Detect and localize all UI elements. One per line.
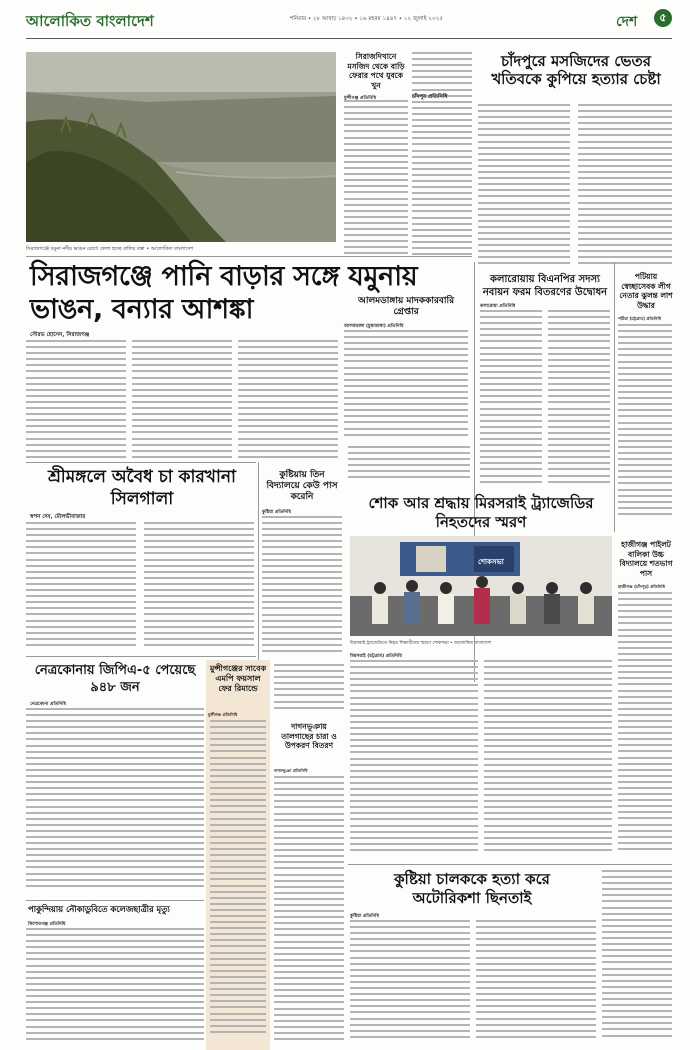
story-mirsarai-body-col2 [484, 660, 612, 860]
story-chandpur-headline: চাঁদপুরে মসজিদের ভেতর খতিবকে কুপিয়ে হত্যার চেষ্টা [491, 52, 661, 88]
story-sirajganj-byline: সৌরভ হোসেন, সিরাজগঞ্জ [30, 332, 90, 338]
story-sreemangal-body-col2 [144, 522, 254, 650]
story-pakundia-body [26, 928, 204, 1044]
story-autorickshaw-body-col2 [476, 920, 596, 1044]
story-sirajganj-headline: সিরাজগঞ্জে পানি বাড়ার সঙ্গে যমুনায় ভাঙন, বন্যার আশঙ্কা [30, 261, 418, 325]
story-munshiganj-headline: মুন্সীগঞ্জের সাবেক এমপি ফয়সাল ফের রিমান্ডে [209, 664, 267, 693]
story-patiya-body [618, 324, 672, 524]
story-sirajdikhan-headline: সিরাজদিখানে মসজিদ থেকে বাড়ি ফেরার পথে যুবকে খুন [347, 52, 405, 90]
story-sreemangal-byline: স্বপন দেব, মৌলভীবাজার [30, 514, 86, 520]
story-netrokona-body [26, 708, 204, 894]
story-sirajganj-body-col2 [132, 340, 232, 462]
divider-h5 [26, 900, 204, 901]
story-munshiganj-body [210, 720, 266, 1040]
story-kolaroa-byline: কলারোয়া প্রতিনিধি [480, 304, 516, 309]
story-autorickshaw-headline: কুষ্টিয়া চালককে হত্যা করে অটোরিকশা ছিনতাই [394, 870, 550, 907]
story-pakundia-headline: পাকুন্দিয়ায় নৌকাডুবিতে কলেজছাত্রীর মৃত্যু [28, 904, 170, 914]
river-erosion-photo [26, 52, 336, 242]
divider-h2 [26, 462, 256, 463]
story-sirajdikhan [344, 52, 408, 102]
page-number-badge [654, 9, 672, 27]
story-munshiganj-byline: মুন্সীগঞ্জ প্রতিনিধি [208, 712, 238, 717]
divider-v3 [258, 462, 259, 662]
story-dagonbhuiyan-byline: দাগনভূঞা প্রতিনিধি [274, 768, 308, 773]
mirsarai-banner-text: শোকসভা [478, 558, 504, 566]
story-autorickshaw-body-col1 [350, 920, 470, 1044]
story-alamdanga-byline: আলমডাঙ্গা (চুয়াডাঙ্গা) প্রতিনিধি [344, 324, 404, 329]
story-alamdanga-headline: আলমডাঙ্গায় মাদককারবারি গ্রেপ্তার [357, 296, 455, 317]
story-sirajdikhan-byline: মুন্সীগঞ্জ প্রতিনিধি [344, 96, 377, 101]
story-sirajganj-body-col3 [238, 340, 338, 462]
story-mirsarai-headline: শোক আর শ্রদ্ধায় মিরসরাই ট্র্যাজেডির নিহতদের স্মরণ [368, 494, 594, 531]
story-netrokona-headline: নেত্রকোনায় জিপিএ-৫ পেয়েছে ৯৪৮ জন [34, 663, 196, 695]
story-mirsarai-body-col1 [350, 660, 478, 860]
story-kolaroa-body-col1 [480, 310, 542, 490]
story-mirsarai-byline: মিরসরাই (চট্টগ্রাম) প্রতিনিধি [350, 654, 402, 659]
story-kolaroa-body-col2 [548, 310, 610, 490]
story-sreemangal-headline: শ্রীমঙ্গলে অবৈধ চা কারখানা সিলগালা [48, 467, 236, 509]
story-kushtia-school-byline: কুষ্টিয়া প্রতিনিধি [262, 510, 292, 515]
story-patiya-byline: পটিয়া (চট্টগ্রাম) প্রতিনিধি [618, 316, 662, 321]
divider-v2 [614, 262, 615, 532]
story-alamdanga-body [344, 330, 468, 440]
story-chandpur-body-col3 [578, 104, 672, 272]
story-pakundia-byline: কিশোরগঞ্জ প্রতিনিধি [28, 922, 66, 927]
story-netrokona-byline: নেত্রকোনা প্রতিনিধি [30, 702, 67, 707]
story-dagonbhuiyan-body [274, 776, 344, 1046]
story-kushtia-school-body [262, 516, 342, 656]
story-sirajdikhan-body [344, 100, 408, 260]
mirsarai-photo-caption: মিরসরাই ট্র্যাজেডিতে নিহত শিক্ষার্থীদের স্মরণে শোকসভা • আলোকিত বাংলাদেশ [350, 641, 492, 646]
masthead [0, 0, 700, 44]
story-kolaroa-headline: কলারোয়ায় বিএনপির সদস্য নবায়ন ফরম বিতরণের উদ্বোধন [482, 274, 608, 298]
mirsarai-meeting-image [350, 536, 612, 636]
story-kushtia-school-body-2 [274, 664, 344, 716]
story-hajiganj-headline: হাজীগঞ্জ পাইলট বালিকা উচ্চ বিদ্যালয়ে শতভাগ পাস [619, 540, 673, 578]
story-chandpur-byline: চাঁদপুর প্রতিনিধি [412, 94, 448, 100]
river-erosion-image [26, 52, 336, 242]
divider-h1 [26, 256, 472, 257]
page-number: ৫ [659, 11, 667, 24]
story-alamdanga-body-2 [348, 446, 470, 486]
story-hajiganj-byline: হাজীগঞ্জ (চাঁদপুর) প্রতিনিধি [618, 584, 665, 589]
story-chandpur-body-col2 [478, 104, 570, 272]
river-photo-caption: সিরাজগঞ্জে যমুনা নদীর ভাঙন রোধে ফেলা হচ্ছে বালির বস্তা • আলোকিত বাংলাদেশ [26, 246, 194, 252]
divider-h3 [26, 656, 256, 657]
date-line: শনিবার • ২৮ আষাঢ় ১৪৩২ • ১৬ মহরম ১৪৪৭ • ১২ জুলাই ২০২৫ [290, 16, 443, 22]
masthead-rule [26, 38, 672, 39]
story-hajiganj-body-2 [602, 870, 672, 1044]
section-label: দেশ [616, 14, 638, 30]
story-autorickshaw-byline: কুষ্টিয়া প্রতিনিধি [350, 914, 380, 919]
story-hajiganj-body [618, 592, 672, 860]
divider-h4 [348, 864, 672, 865]
story-sirajdikhan-body-2 [412, 52, 472, 260]
story-patiya-headline: পটিয়ায় স্বেচ্ছাসেবক লীগ নেতার ঝুলন্ত লাশ উদ্ধার [619, 272, 673, 310]
story-dagonbhuiyan-headline: দাগনভূঞায় তালগাছের চারা ও উপকরণ বিতরণ [281, 722, 337, 750]
story-sirajganj-body-col1 [26, 340, 126, 462]
story-sreemangal-body-col1 [26, 522, 136, 650]
story-kushtia-school-headline: কুষ্টিয়ায় তিন বিদ্যালয়ে কেউ পাস করেনি [266, 470, 338, 502]
mirsarai-photo [350, 536, 612, 636]
newspaper-logo: আলোকিত বাংলাদেশ [26, 12, 154, 30]
